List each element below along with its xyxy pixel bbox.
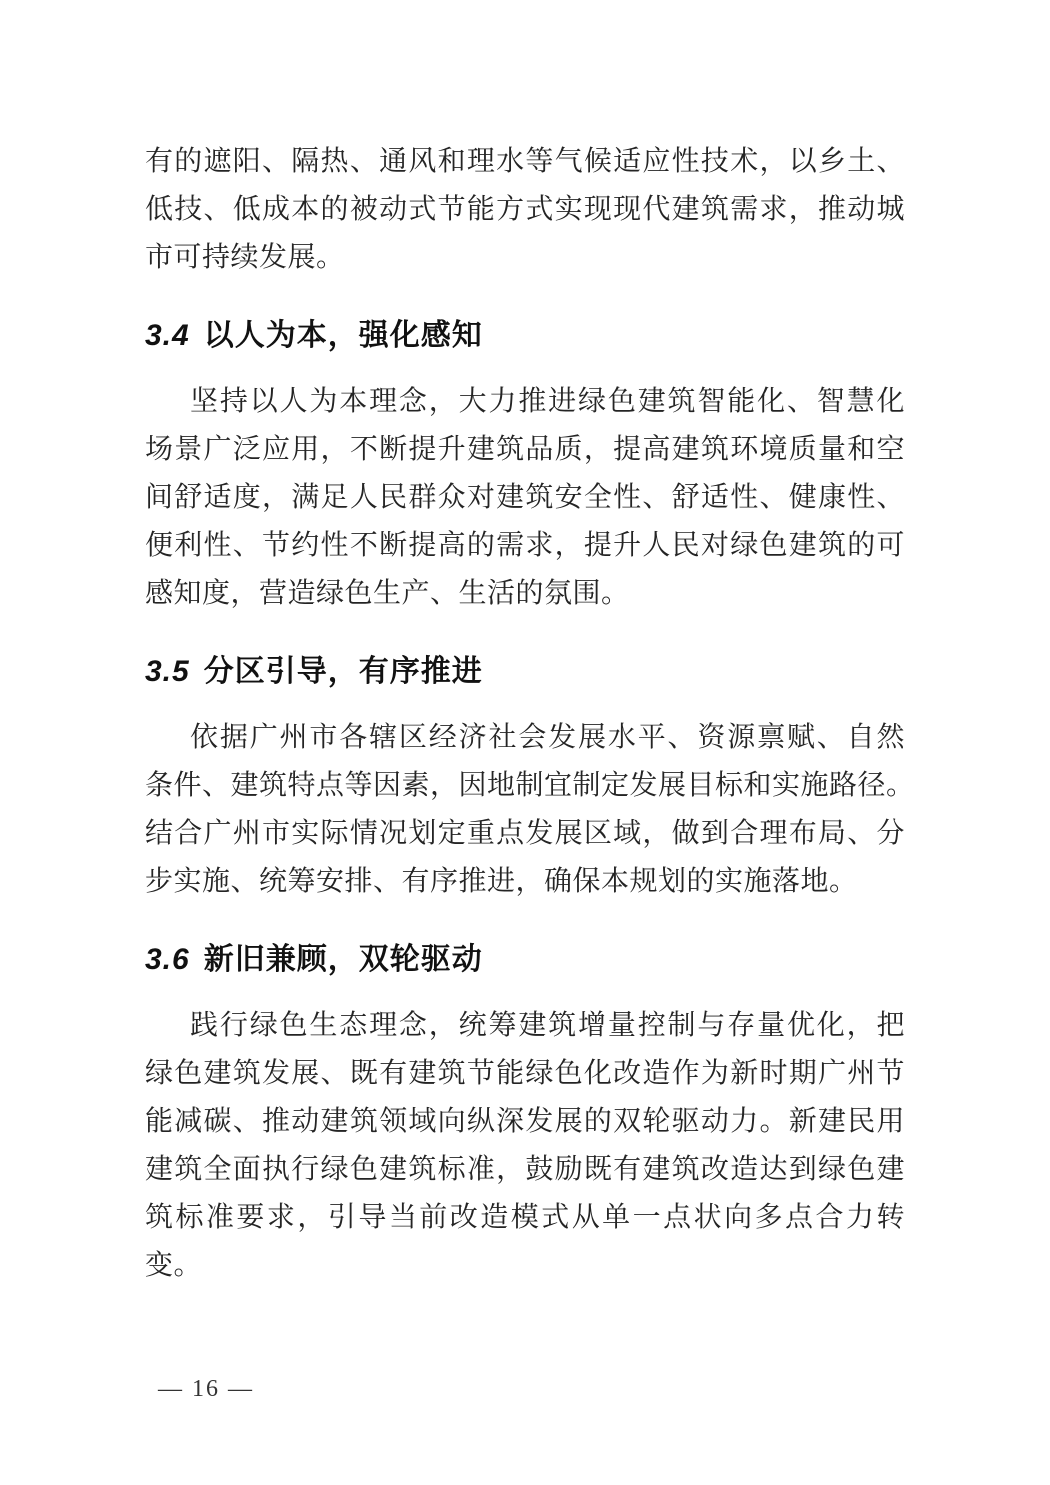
paragraph-line: 有的遮阳、隔热、通风和理水等气候适应性技术，以乡土、 [145,146,905,177]
section-title: 分区引导，有序推进 [203,655,483,688]
paragraph-line: 市可持续发展。 [145,242,345,273]
paragraph-line: 步实施、统筹安排、有序推进，确保本规划的实施落地。 [145,866,858,897]
section-heading-3-4 [145,318,905,354]
paragraph-line: 依据广州市各辖区经济社会发展水平、资源禀赋、自然 [190,722,905,753]
section-number: 3.5 [145,655,190,688]
page-number-footer: — 16 — [158,1376,254,1402]
paragraph-line: 变。 [145,1250,203,1281]
paragraph-line: 结合广州市实际情况划定重点发展区域，做到合理布局、分 [145,818,905,849]
page-content [145,138,915,1290]
section-title: 新旧兼顾，双轮驱动 [203,943,483,976]
section-heading-3-6 [145,942,905,978]
section-3-4-paragraph [145,378,905,618]
section-heading-3-5 [145,654,905,690]
paragraph-line: 践行绿色生态理念，统筹建筑增量控制与存量优化，把 [190,1010,905,1041]
paragraph-line: 感知度，营造绿色生产、生活的氛围。 [145,578,630,609]
section-number: 3.4 [145,319,190,352]
paragraph-line: 场景广泛应用，不断提升建筑品质，提高建筑环境质量和空 [145,434,905,465]
intro-paragraph [145,138,905,282]
section-number: 3.6 [145,943,190,976]
paragraph-line: 坚持以人为本理念，大力推进绿色建筑智能化、智慧化 [190,386,905,417]
paragraph-line: 能减碳、推动建筑领域向纵深发展的双轮驱动力。新建民用 [145,1106,905,1137]
section-3-6-paragraph [145,1002,905,1290]
section-3-5-paragraph [145,714,915,906]
paragraph-line: 筑标准要求，引导当前改造模式从单一点状向多点合力转 [145,1202,905,1233]
paragraph-line: 间舒适度，满足人民群众对建筑安全性、舒适性、健康性、 [145,482,905,513]
section-title: 以人为本，强化感知 [203,319,483,352]
paragraph-line: 绿色建筑发展、既有建筑节能绿色化改造作为新时期广州节 [145,1058,905,1089]
paragraph-line: 便利性、节约性不断提高的需求，提升人民对绿色建筑的可 [145,530,905,561]
paragraph-line: 低技、低成本的被动式节能方式实现现代建筑需求，推动城 [145,194,905,225]
paragraph-line: 建筑全面执行绿色建筑标准，鼓励既有建筑改造达到绿色建 [145,1154,905,1185]
paragraph-line: 条件、建筑特点等因素，因地制宜制定发展目标和实施路径。 [145,770,915,801]
